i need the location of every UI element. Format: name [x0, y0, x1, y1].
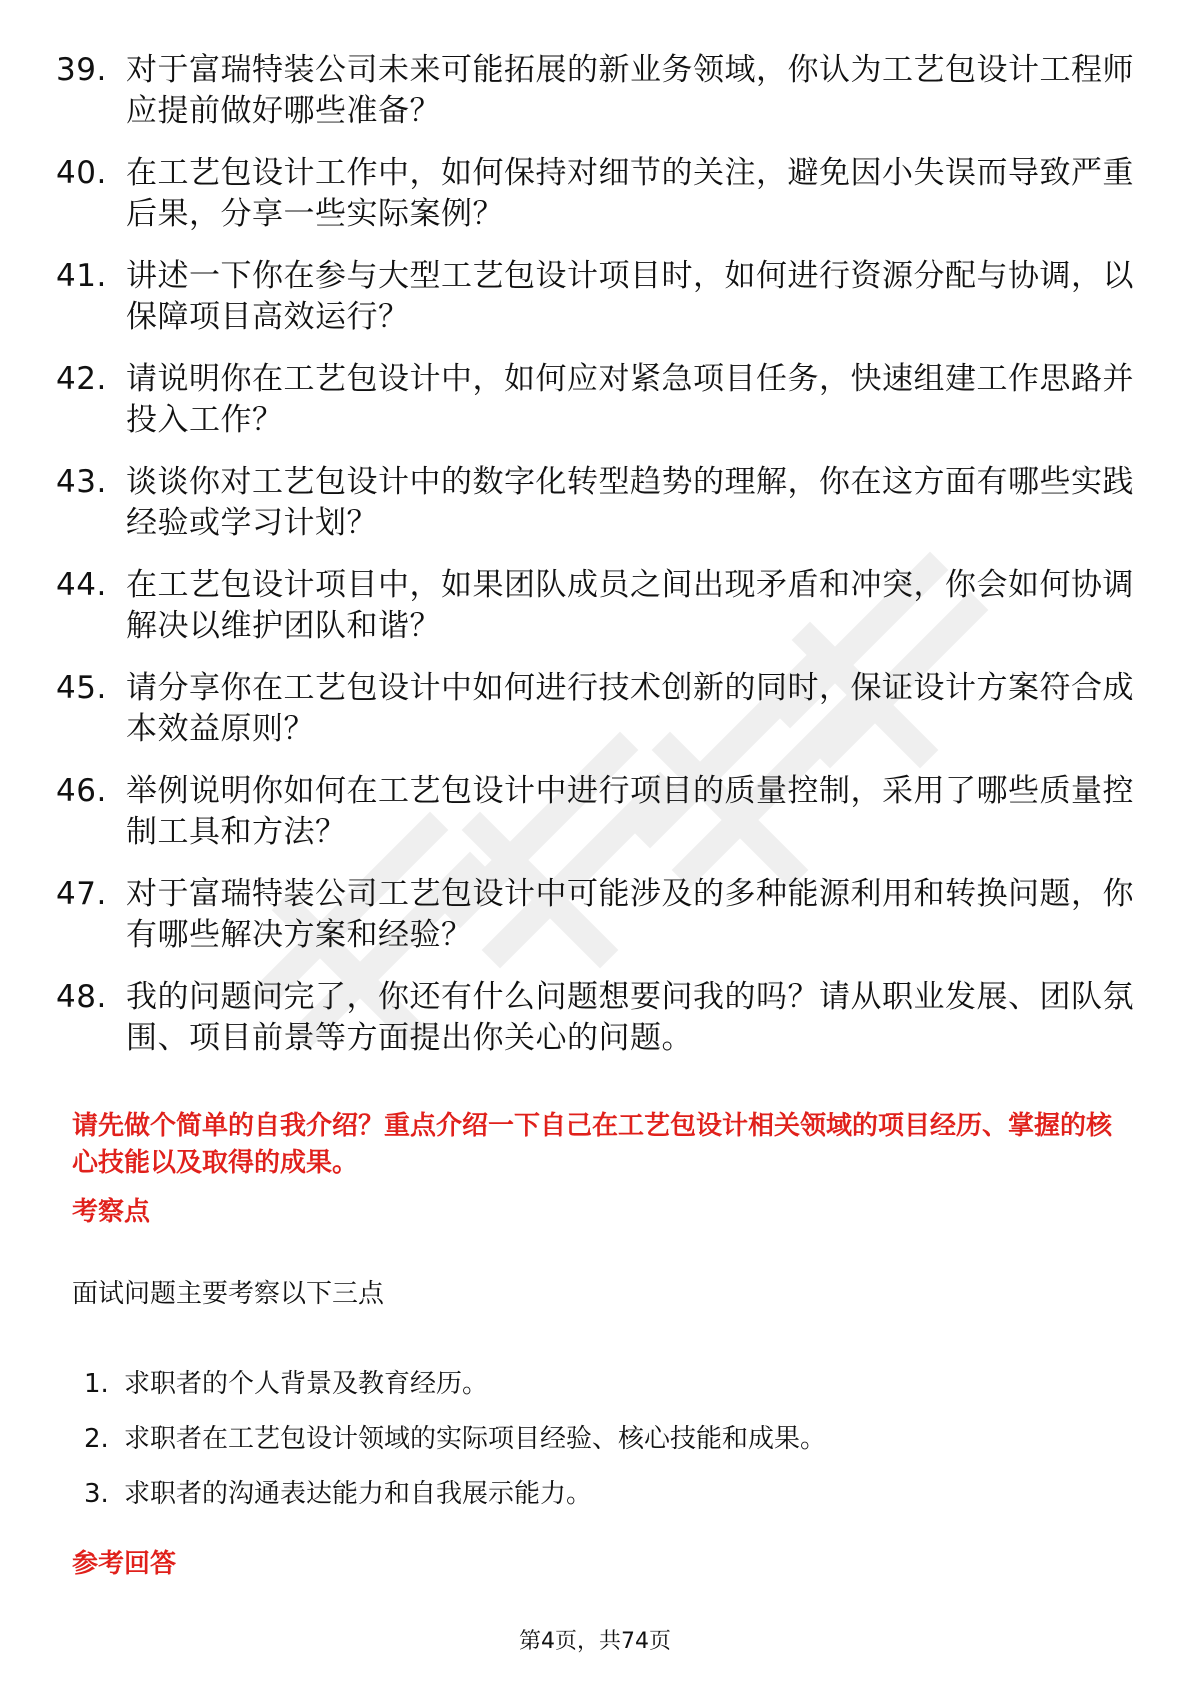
- question-item: [56, 771, 1136, 853]
- question-text: 在工艺包设计项目中，如果团队成员之间出现矛盾和冲突，你会如何协调解决以维护团队和谐？: [126, 567, 1134, 644]
- question-number: 41.: [56, 258, 107, 294]
- question-text: 讲述一下你在参与大型工艺包设计项目时，如何进行资源分配与协调，以保障项目高效运行？: [126, 258, 1134, 335]
- question-item: [56, 50, 1136, 132]
- question-item: [56, 565, 1136, 647]
- question-text: 谈谈你对工艺包设计中的数字化转型趋势的理解，你在这方面有哪些实践经验或学习计划？: [126, 464, 1134, 541]
- point-number: 2.: [84, 1424, 109, 1454]
- question-text: 我的问题问完了，你还有什么问题想要问我的吗？请从职业发展、团队氛围、项目前景等方面提出你关心的问题。: [126, 979, 1134, 1056]
- question-number: 48.: [56, 979, 107, 1015]
- point-number: 1.: [84, 1369, 109, 1399]
- assessment-heading: 考察点: [72, 1197, 151, 1227]
- intro-question: 请先做个简单的自我介绍？重点介绍一下自己在工艺包设计相关领域的项目经历、掌握的核心技能以及取得的成果。: [72, 1111, 1113, 1178]
- question-number: 47.: [56, 876, 107, 912]
- question-text: 对于富瑞特装公司未来可能拓展的新业务领域，你认为工艺包设计工程师应提前做好哪些准备？: [126, 52, 1134, 129]
- question-number: 39.: [56, 52, 107, 88]
- page-footer: 第4页，共74页: [519, 1629, 671, 1654]
- assessment-point: [84, 1368, 826, 1400]
- question-item: [56, 256, 1136, 338]
- question-number: 46.: [56, 773, 107, 809]
- question-item: [56, 668, 1136, 750]
- assessment-point: [84, 1423, 826, 1455]
- question-text: 对于富瑞特装公司工艺包设计中可能涉及的多种能源利用和转换问题，你有哪些解决方案和经验？: [126, 876, 1134, 953]
- question-number: 44.: [56, 567, 107, 603]
- assessment-point-list: [84, 1368, 826, 1533]
- assessment-lead: 面试问题主要考察以下三点: [72, 1279, 385, 1309]
- question-text: 在工艺包设计工作中，如何保持对细节的关注，避免因小失误而导致严重后果，分享一些实际案例？: [126, 155, 1134, 232]
- assessment-point: [84, 1478, 826, 1510]
- question-text: 请说明你在工艺包设计中，如何应对紧急项目任务，快速组建工作思路并投入工作？: [126, 361, 1134, 438]
- question-item: [56, 359, 1136, 441]
- point-text: 求职者的个人背景及教育经历。: [124, 1369, 489, 1399]
- question-item: [56, 977, 1136, 1059]
- question-text: 举例说明你如何在工艺包设计中进行项目的质量控制，采用了哪些质量控制工具和方法？: [126, 773, 1134, 850]
- question-number: 43.: [56, 464, 107, 500]
- point-text: 求职者的沟通表达能力和自我展示能力。: [124, 1479, 593, 1509]
- question-number: 42.: [56, 361, 107, 397]
- point-text: 求职者在工艺包设计领域的实际项目经验、核心技能和成果。: [124, 1424, 827, 1454]
- question-number: 45.: [56, 670, 107, 706]
- question-item: [56, 153, 1136, 235]
- question-text: 请分享你在工艺包设计中如何进行技术创新的同时，保证设计方案符合成本效益原则？: [126, 670, 1134, 747]
- reference-answer-heading: 参考回答: [72, 1549, 177, 1579]
- question-item: [56, 462, 1136, 544]
- question-number: 40.: [56, 155, 107, 191]
- point-number: 3.: [84, 1479, 109, 1509]
- question-item: [56, 874, 1136, 956]
- question-list: [56, 50, 1136, 1080]
